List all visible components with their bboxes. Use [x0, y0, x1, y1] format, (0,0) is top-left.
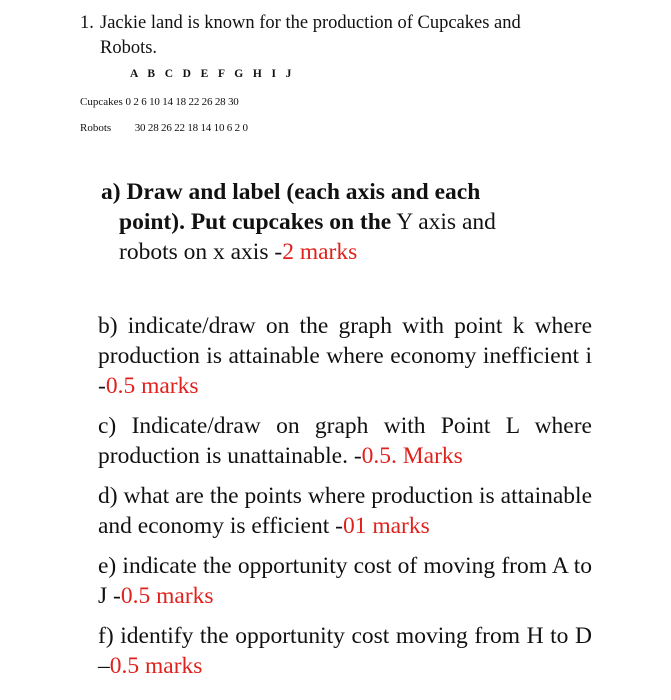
- part-a-line-2: [101, 207, 592, 237]
- part-a-label: a): [101, 179, 121, 205]
- part-d-marks: 01 marks: [342, 513, 430, 539]
- part-a-plain-line-3: robots on x axis -: [119, 239, 283, 265]
- question-text-line-1: Jackie land is known for the production of Cupcakes and: [100, 13, 521, 33]
- part-f-text: f) identify the opportunity cost moving from H to D –: [98, 623, 592, 679]
- question-text-line-2: Robots.: [100, 38, 158, 58]
- part-a-bold-line-1: Draw and label (each axis and each: [126, 179, 481, 205]
- part-a-line-3: [101, 237, 592, 267]
- question-number: 1.: [80, 13, 94, 33]
- row-values-robots: 30 28 26 22 18 14 10 6 2 0: [134, 122, 248, 134]
- part-f-marks: 0.5 marks: [109, 653, 203, 679]
- part-e-marks: 0.5 marks: [120, 583, 214, 609]
- part-a-bold-line-2: point). Put cupcakes on the: [119, 209, 392, 235]
- part-c-marks: 0.5. Marks: [361, 443, 463, 469]
- row-label-cupcakes: Cupcakes: [80, 96, 123, 108]
- part-c: [98, 411, 592, 471]
- part-b-marks: 0.5 marks: [105, 373, 199, 399]
- row-values-cupcakes: 0 2 6 10 14 18 22 26 28 30: [125, 96, 239, 108]
- part-f: [98, 621, 592, 681]
- part-b-text: b) indicate/draw on the graph with point k where production is attainable where economy inefficient i -: [98, 313, 592, 399]
- table-column-header: A B C D E F G H I J: [130, 68, 295, 80]
- part-e: [98, 551, 592, 611]
- part-b: [98, 311, 592, 401]
- part-d: [98, 481, 592, 541]
- table-row-cupcakes: [80, 96, 239, 108]
- part-a-plain-line-2: Y axis and: [391, 209, 496, 235]
- part-c-text: c) Indicate/draw on graph with Point L where production is unattainable. -: [98, 413, 592, 469]
- part-e-text: e) indicate the opportunity cost of moving from A to J -: [98, 553, 592, 609]
- part-a: [101, 177, 592, 267]
- row-label-robots: Robots: [80, 122, 112, 134]
- table-row-robots: [80, 122, 248, 134]
- part-d-text: d) what are the points where production is attainable and economy is efficient -: [98, 483, 592, 539]
- part-a-marks: 2 marks: [282, 239, 358, 265]
- question-1-text: [80, 11, 596, 61]
